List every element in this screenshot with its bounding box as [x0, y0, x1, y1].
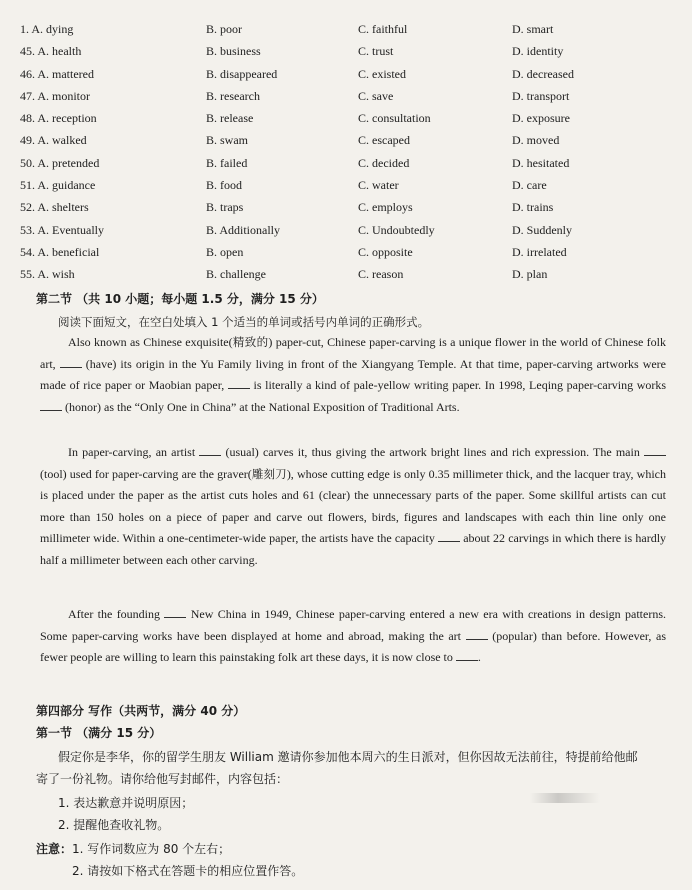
blank-57[interactable] — [228, 388, 250, 389]
option-row — [20, 263, 680, 285]
part-4-heading: 第四部分 写作（共两节，满分 40 分） — [36, 704, 246, 718]
option-row — [20, 107, 680, 129]
option-c: C. employs — [358, 200, 413, 215]
part-4-subheading: 第一节 （满分 15 分） — [36, 726, 162, 740]
option-row — [20, 85, 680, 107]
option-c: C. consultation — [358, 111, 431, 126]
note-2: 2. 请按如下格式在答题卡的相应位置作答。 — [72, 864, 304, 878]
option-d: D. transport — [512, 88, 570, 103]
passage-paragraph-3: After the founding New China in 1949, Chinese paper-carving entered a new era with creations in design patterns. Some paper-carving works have been displayed at home and abroad, making the art (popular) than before. However, as fewer people are willing to learn this painstaking folk art these days, it is now close to . — [40, 607, 667, 665]
writing-item-2: 2. 提醒他查收礼物。 — [58, 818, 170, 832]
section-2-heading: 第二节 （共 10 小题；每小题 1.5 分，满分 15 分） — [36, 292, 324, 306]
option-a: 46. A. mattered — [20, 66, 94, 81]
option-a: 53. A. Eventually — [20, 222, 104, 237]
option-row — [20, 174, 680, 196]
option-a: 47. A. monitor — [20, 88, 91, 103]
option-row — [20, 40, 680, 62]
option-a: 55. A. wish — [20, 267, 75, 282]
option-d: D. decreased — [512, 66, 574, 81]
option-row — [20, 196, 680, 218]
option-d: D. exposure — [512, 111, 570, 126]
option-b: B. release — [206, 111, 254, 126]
option-c: C. escaped — [358, 133, 410, 148]
blank-58[interactable] — [40, 410, 62, 411]
option-b: B. food — [206, 178, 242, 193]
option-b: B. Additionally — [206, 222, 281, 237]
blank-64[interactable] — [466, 639, 488, 640]
option-c: C. faithful — [358, 22, 408, 36]
option-c: C. reason — [358, 267, 404, 282]
scan-smudge — [530, 793, 600, 803]
option-d: D. trains — [512, 200, 554, 215]
option-row — [20, 219, 680, 241]
option-b: B. research — [206, 88, 260, 103]
option-c: C. decided — [358, 155, 410, 170]
option-b: B. swam — [206, 133, 248, 148]
blank-59[interactable] — [199, 455, 221, 456]
option-a: 1. A. dying — [20, 22, 74, 36]
note-1: 1. 写作词数应为 80 个左右； — [72, 842, 231, 856]
option-a: 51. A. guidance — [20, 178, 96, 193]
blank-60[interactable] — [644, 455, 666, 456]
option-row — [20, 18, 680, 40]
writing-item-1: 1. 表达歉意并说明原因； — [58, 796, 194, 810]
option-b: B. challenge — [206, 267, 266, 282]
passage-paragraph-2: In paper-carving, an artist (usual) carves it, thus giving the artwork bright lines and rich expression. The main (tool) used for paper-carving are the graver(雕刻刀), whose cutting edge is only 0.35 millimeter thick, and the lacquer tray, which is placed under the paper as the artist cuts holes and 61 (clear) the unnecessary parts of the paper. Some skillful artists can cut more than 150 holes on a piece of paper and carve out flowers, birds, figures and landscapes with each thin line only one millimeter wide. Within a one-centimeter-wide paper, the artists have the capacity about 22 carvings in which there is hardly half a millimeter between each other carving. — [40, 445, 667, 567]
option-c: C. Undoubtedly — [358, 222, 435, 237]
writing-prompt-line-2: 寄了一份礼物。请你给他写封邮件，内容包括： — [36, 772, 289, 786]
option-c: C. water — [358, 178, 399, 193]
option-a: 52. A. shelters — [20, 200, 89, 215]
option-c: C. opposite — [358, 244, 413, 259]
passage-paragraph-1: Also known as Chinese exquisite(精致的) paper-cut, Chinese paper-carving is a unique flower in the world of Chinese folk art, (have) its origin in the Yu Family living in front of the Xiangyang Temple. At that time, paper-carving artworks were made of rice paper or Maobian paper, is literally a kind of pale-yellow writing paper. In 1998, Leqing paper-carving works (honor) as the “Only One in China” at the National Exposition of Traditional Arts. — [40, 335, 667, 414]
option-b: B. disappeared — [206, 66, 278, 81]
option-b: B. failed — [206, 155, 248, 170]
section-2-instruction: 阅读下面短文，在空白处填入 1 个适当的单词或括号内单词的正确形式。 — [58, 315, 430, 329]
blank-62[interactable] — [438, 541, 460, 542]
option-d: D. care — [512, 178, 547, 193]
option-d: D. irrelated — [512, 244, 567, 259]
blank-56[interactable] — [60, 367, 82, 368]
options-table — [20, 18, 680, 286]
option-row — [20, 63, 680, 85]
option-row — [20, 152, 680, 174]
option-row — [20, 129, 680, 151]
option-d: D. hesitated — [512, 155, 570, 170]
option-c: C. save — [358, 88, 394, 103]
option-c: C. existed — [358, 66, 406, 81]
option-b: B. business — [206, 44, 261, 59]
option-d: D. plan — [512, 267, 548, 282]
option-d: D. Suddenly — [512, 222, 572, 237]
option-b: B. traps — [206, 200, 244, 215]
option-a: 48. A. reception — [20, 111, 97, 126]
option-a: 54. A. beneficial — [20, 244, 100, 259]
option-b: B. open — [206, 244, 244, 259]
option-d: D. smart — [512, 22, 554, 36]
option-a: 45. A. health — [20, 44, 82, 59]
writing-prompt-line-1: 假定你是李华，你的留学生朋友 William 邀请你参加他本周六的生日派对，但你因故无法前往，特提前给他邮 — [58, 750, 638, 764]
option-c: C. trust — [358, 44, 394, 59]
option-row — [20, 241, 680, 263]
option-a: 50. A. pretended — [20, 155, 100, 170]
blank-65[interactable] — [456, 660, 478, 661]
blank-63[interactable] — [164, 617, 186, 618]
option-b: B. poor — [206, 22, 242, 36]
note-label: 注意： — [36, 842, 73, 856]
blank-61-number: 61 — [302, 488, 315, 503]
option-a: 49. A. walked — [20, 133, 87, 148]
option-d: D. identity — [512, 44, 564, 59]
option-d: D. moved — [512, 133, 560, 148]
